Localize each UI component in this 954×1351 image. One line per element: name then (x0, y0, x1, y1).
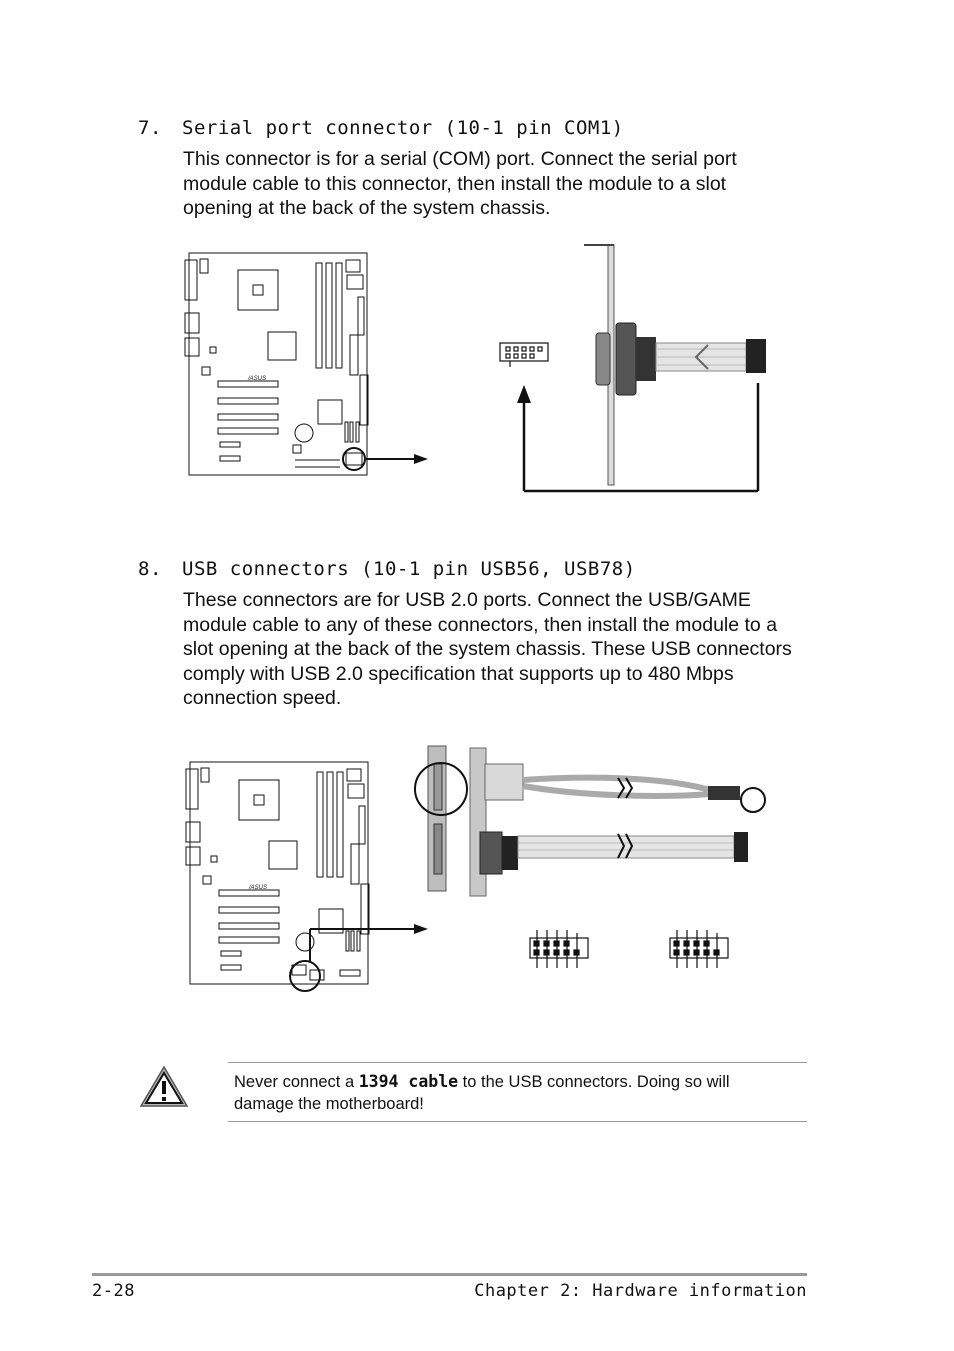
asus-logo: /ASUS (248, 376, 267, 382)
arrow-to-header (366, 454, 428, 464)
chapter-title: Chapter 2: Hardware information (474, 1281, 807, 1301)
section-number: 8. (138, 558, 162, 580)
section-number: 7. (138, 117, 162, 139)
arrow-to-header (310, 924, 428, 962)
body-line: These connectors are for USB 2.0 ports. Connect the USB/GAME (183, 589, 751, 611)
body-line: comply with USB 2.0 specification that supports up to 480 Mbps (183, 662, 734, 685)
com1-figure (180, 235, 780, 500)
body-line: opening at the back of the system chassis. (183, 197, 551, 219)
footer-rule (92, 1273, 807, 1276)
section-8-heading (138, 558, 636, 580)
note-top-rule (228, 1062, 807, 1063)
warning-text (234, 1071, 730, 1115)
body-line: slot opening at the back of the system chassis. These USB connectors (183, 638, 792, 660)
asus-logo: /ASUS (249, 885, 268, 891)
usb-bracket-image (415, 746, 765, 896)
usb78-header-icon (670, 930, 728, 968)
warning-text-end: to the USB connectors. Doing so will (458, 1073, 730, 1091)
body-line: module cable to any of these connectors, then install the module to a (183, 613, 778, 636)
section-8-body (183, 588, 792, 711)
body-line: This connector is for a serial (COM) port. Connect the serial port (183, 148, 737, 170)
warning-text-start: Never connect a (234, 1073, 359, 1091)
body-line: connection speed. (183, 687, 342, 709)
warning-emphasis: 1394 cable (358, 1072, 459, 1091)
section-title: USB connectors (10-1 pin USB56, USB78) (182, 558, 636, 580)
note-bottom-rule (228, 1121, 807, 1122)
usb-figure (180, 740, 780, 1005)
motherboard-diagram (185, 253, 368, 475)
serial-bracket-image (584, 245, 766, 485)
section-7-body (183, 147, 737, 221)
body-line: module cable to this connector, then install the module to a slot (183, 172, 727, 195)
serial-cable-loop (517, 383, 758, 491)
usb56-header-icon (530, 930, 588, 968)
motherboard-diagram (186, 762, 369, 991)
com1-header-icon (500, 343, 548, 367)
warning-icon (137, 1064, 191, 1110)
section-title: Serial port connector (10-1 pin COM1) (182, 117, 624, 139)
warning-text-line2: damage the motherboard! (234, 1095, 424, 1113)
section-7-heading (138, 117, 624, 139)
page-number: 2-28 (92, 1281, 135, 1301)
